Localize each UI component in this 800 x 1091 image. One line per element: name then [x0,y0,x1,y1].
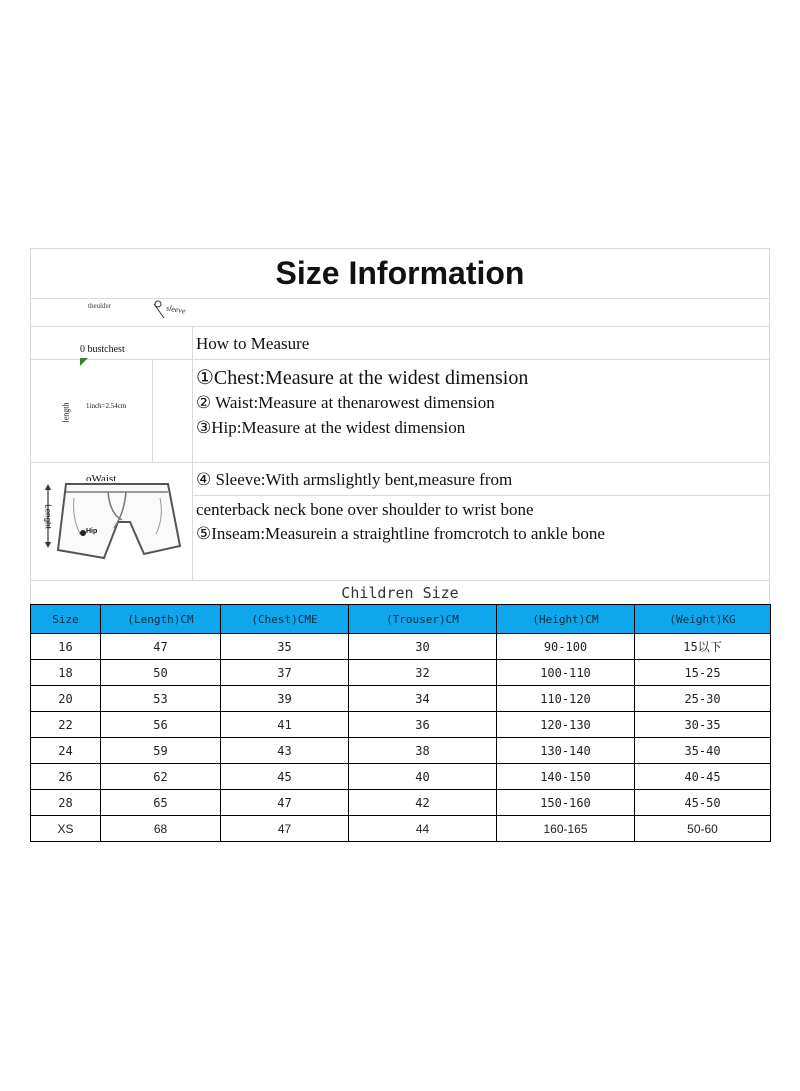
table-cell: 44 [349,816,497,842]
column-header: (Length)CM [101,605,221,634]
table-cell: 59 [101,738,221,764]
table-cell: 50-60 [635,816,771,842]
length-label: length [61,402,71,423]
table-row [31,712,771,738]
table-cell: 35-40 [635,738,771,764]
table-cell: 15-25 [635,660,771,686]
table-cell: 30-35 [635,712,771,738]
table-cell: 47 [221,816,349,842]
table-cell: 53 [101,686,221,712]
table-caption: Children Size [341,584,459,602]
table-cell: 20 [31,686,101,712]
column-header: (Height)CM [497,605,635,634]
table-cell: 110-120 [497,686,635,712]
inch-label: 1inch=2.54cm [86,402,127,410]
table-cell: 41 [221,712,349,738]
column-header: (Trouser)CM [349,605,497,634]
table-row [31,764,771,790]
table-cell: 68 [101,816,221,842]
table-cell: XS [31,816,101,842]
table-cell: 16 [31,634,101,660]
table-row [31,738,771,764]
step-waist: ② Waist:Measure at thenarowest dimension [196,393,495,412]
table-cell: 50 [101,660,221,686]
table-cell: 22 [31,712,101,738]
table-cell: 24 [31,738,101,764]
how-to-measure-heading: How to Measure [196,334,310,353]
bustchest-label: 0 bustchest [80,344,125,355]
table-cell: 40-45 [635,764,771,790]
table-row [31,790,771,816]
shorts-diagram-icon [38,478,188,574]
column-header: (Weight)KG [635,605,771,634]
lenght-label: Lenght [43,504,53,529]
corner-marker-icon [80,358,88,366]
table-cell: 47 [221,790,349,816]
table-cell: 65 [101,790,221,816]
table-cell: 36 [349,712,497,738]
waist-label: oWaist [86,473,117,481]
table-cell: 120-130 [497,712,635,738]
sleeve-label: sleeve [165,303,187,316]
hip-label: Hip [86,528,98,535]
table-row [31,816,771,842]
table-cell: 38 [349,738,497,764]
table-cell: 18 [31,660,101,686]
table-cell: 39 [221,686,349,712]
column-header: Size [31,605,101,634]
shoulder-label: theulder [88,302,111,310]
table-row [31,660,771,686]
table-cell: 43 [221,738,349,764]
table-cell: 35 [221,634,349,660]
table-cell: 47 [101,634,221,660]
page-title: Size Information [275,255,525,291]
table-cell: 40 [349,764,497,790]
table-row [31,634,771,660]
table-cell: 25-30 [635,686,771,712]
step-chest: ①Chest:Measure at the widest dimension [196,367,529,389]
table-cell: 130-140 [497,738,635,764]
table-cell: 34 [349,686,497,712]
table-cell: 15以下 [635,634,771,660]
table-cell: 28 [31,790,101,816]
table-cell: 62 [101,764,221,790]
table-cell: 100-110 [497,660,635,686]
table-row [31,686,771,712]
table-cell: 32 [349,660,497,686]
table-cell: 56 [101,712,221,738]
table-cell: 42 [349,790,497,816]
column-header: (Chest)CME [221,605,349,634]
table-header-row [31,605,771,634]
table-cell: 140-150 [497,764,635,790]
table-cell: 26 [31,764,101,790]
table-cell: 160-165 [497,816,635,842]
table-cell: 90-100 [497,634,635,660]
table-cell: 30 [349,634,497,660]
table-cell: 37 [221,660,349,686]
table-cell: 45-50 [635,790,771,816]
table-cell: 150-160 [497,790,635,816]
step-hip: ③Hip:Measure at the widest dimension [196,418,466,437]
size-table [30,604,771,842]
step-sleeve: ④ Sleeve:With armslightly bent,measure from [196,470,513,489]
table-cell: 45 [221,764,349,790]
step-sleeve-continued: centerback neck bone over shoulder to wrist bone [196,500,534,519]
step-inseam: ⑤Inseam:Measurein a straightline fromcrotch to ankle bone [196,524,605,543]
